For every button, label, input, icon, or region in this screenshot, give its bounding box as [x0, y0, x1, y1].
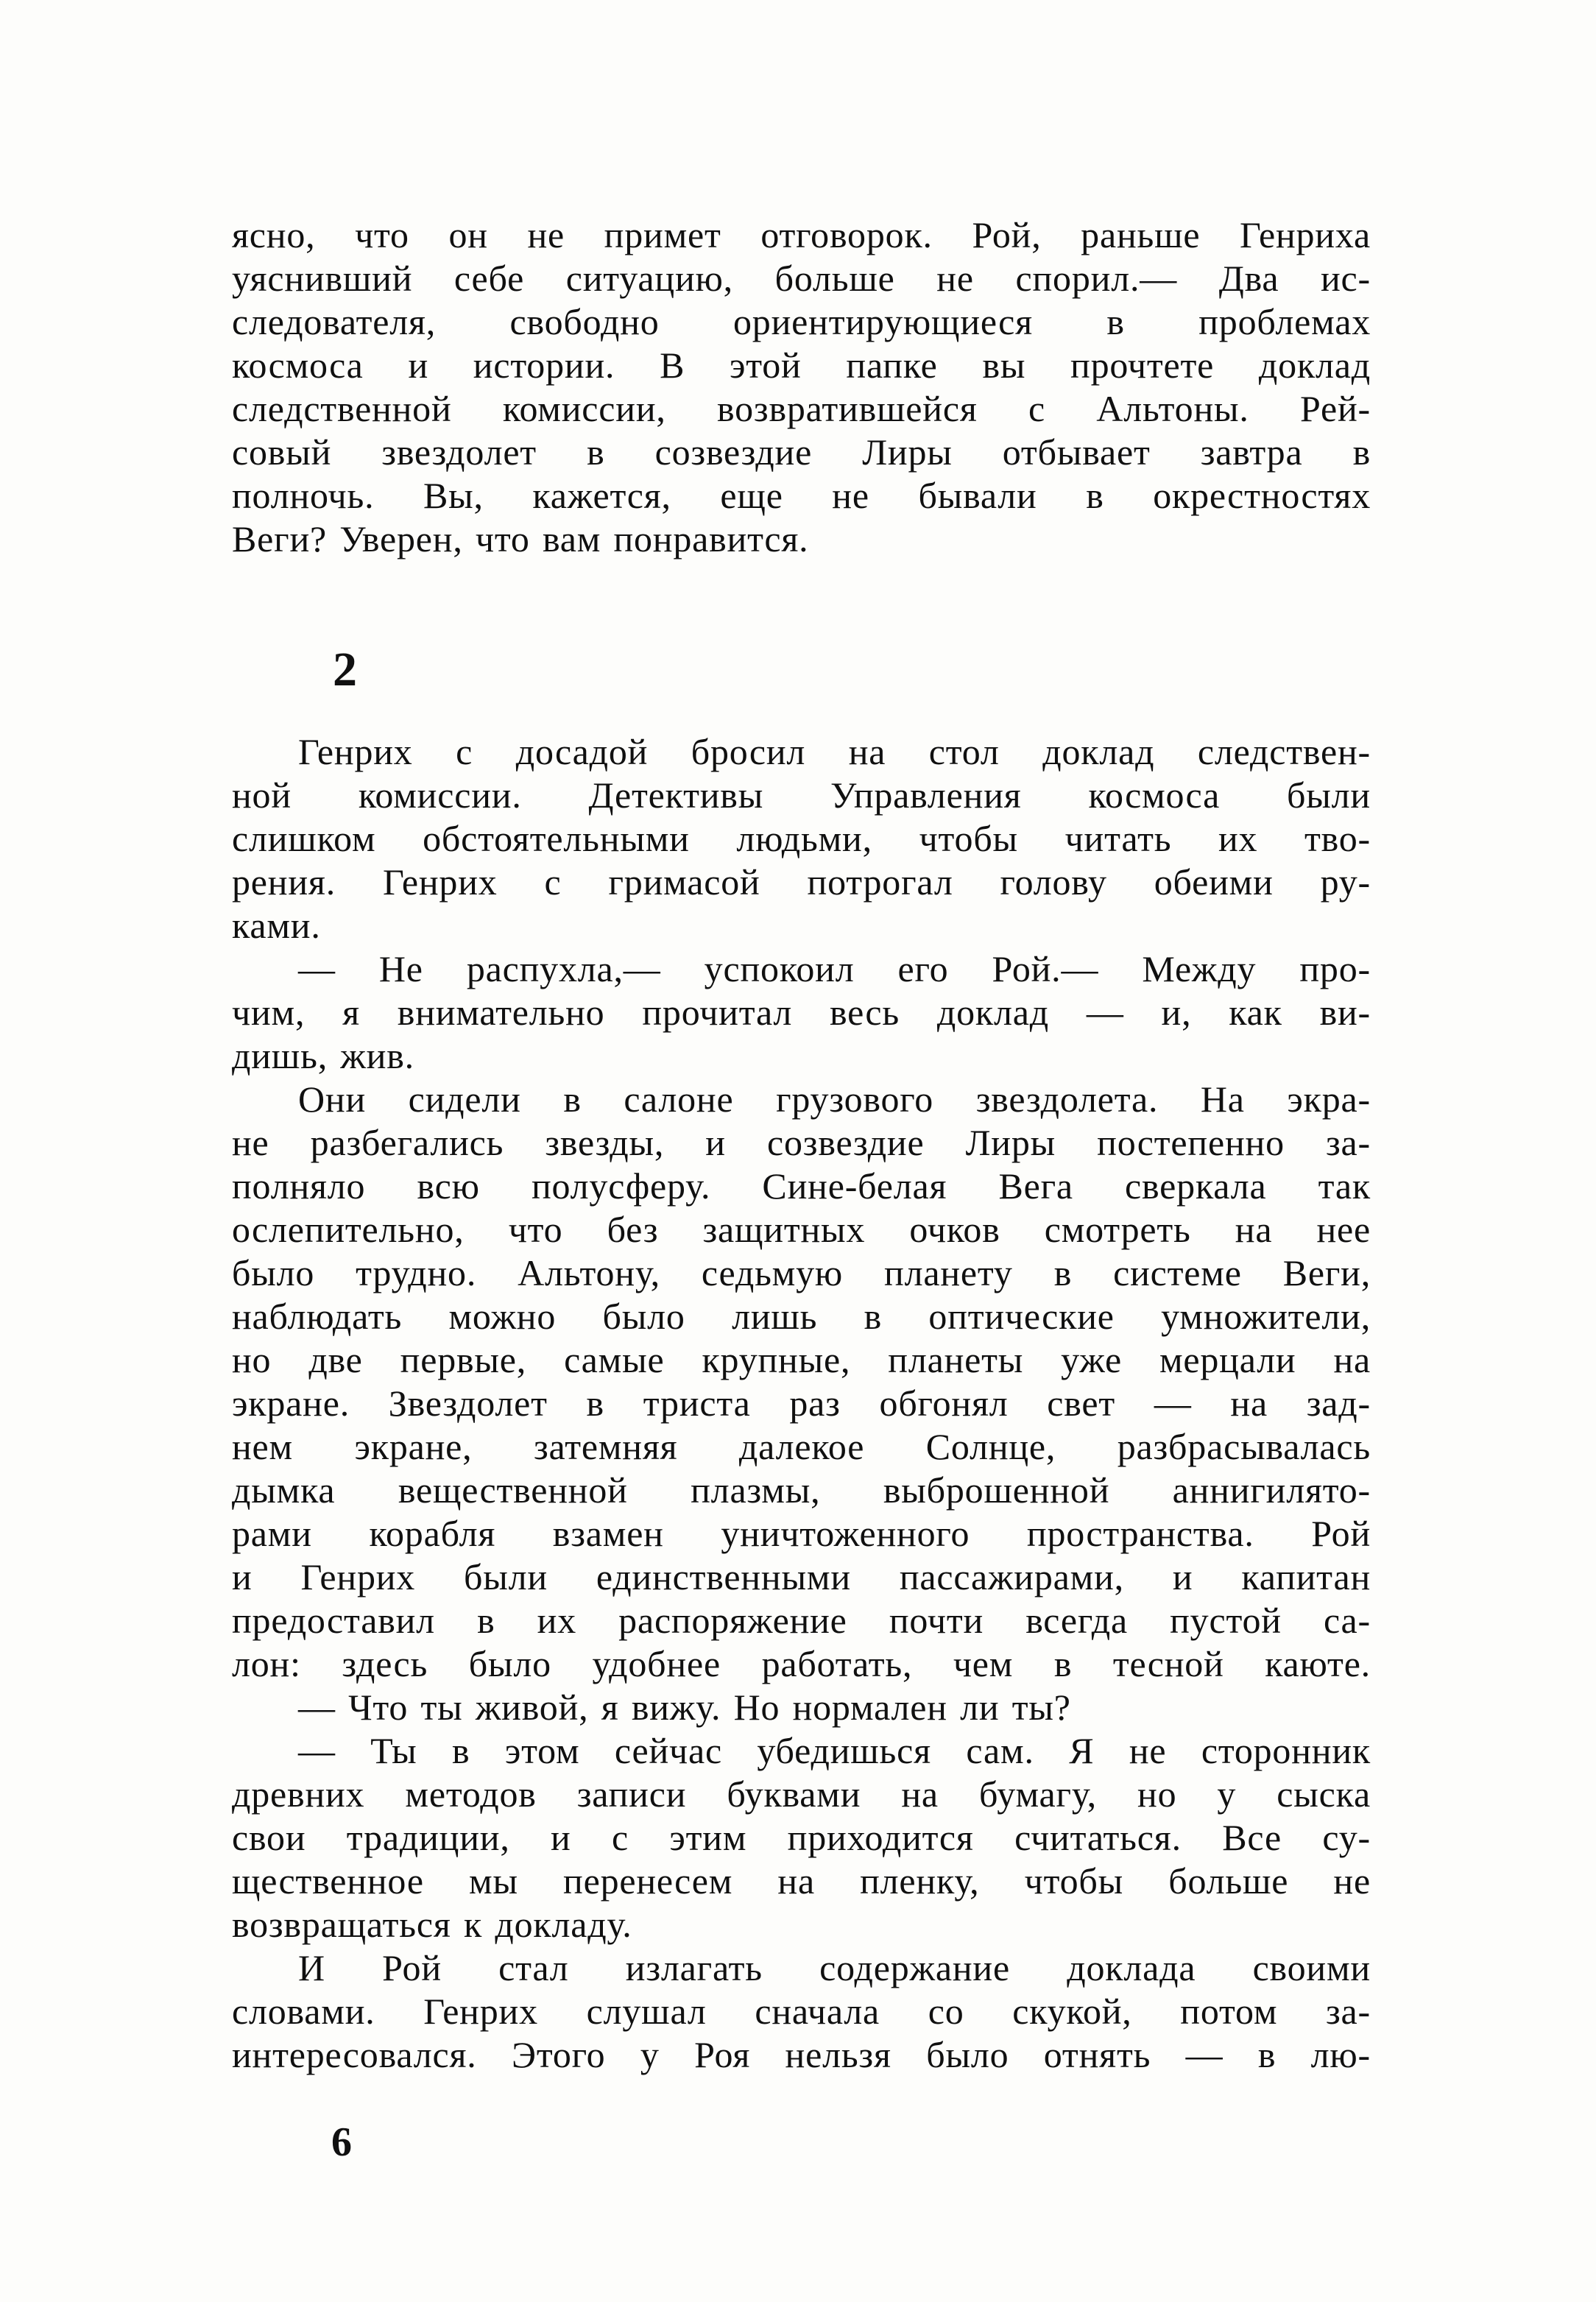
text-column	[232, 213, 1371, 2077]
text-line: полняло всю полусферу. Сине-белая Вега сверкала так	[232, 1165, 1371, 1207]
text-line: нем экране, затемняя далекое Солнце, разбрасывалась	[232, 1426, 1371, 1467]
text-line: ной комиссии. Детективы Управления космоса были	[232, 774, 1371, 816]
text-line: дишь, жив.	[232, 1035, 414, 1076]
text-line: ясно, что он не примет отговорок. Рой, раньше Генриха	[232, 214, 1371, 255]
text-line: космоса и истории. В этой папке вы прочтете доклад	[232, 345, 1371, 386]
text-line: совый звездолет в созвездие Лиры отбывает завтра в	[232, 431, 1371, 473]
text-line: но две первые, самые крупные, планеты уже мерцали на	[232, 1339, 1371, 1380]
page-number: 6	[331, 2119, 352, 2165]
text-line: лон: здесь было удобнее работать, чем в тесной каюте.	[232, 1643, 1371, 1684]
text-line: древних методов записи буквами на бумагу, но у сыска	[232, 1773, 1371, 1815]
text-line: дымка вещественной плазмы, выброшенной аннигилято-	[232, 1469, 1371, 1511]
text-line: интересовался. Этого у Роя нельзя было отнять — в лю-	[232, 2034, 1371, 2075]
section-heading: 2	[333, 643, 357, 696]
text-line: рения. Генрих с гримасой потрогал голову обеими ру-	[232, 861, 1371, 903]
text-line: слишком обстоятельными людьми, чтобы читать их тво-	[232, 818, 1371, 859]
text-line: предоставил в их распоряжение почти всегда пустой са-	[232, 1600, 1371, 1641]
text-line: Они сидели в салоне грузового звездолета. На экра-	[298, 1078, 1371, 1120]
text-line: экране. Звездолет в триста раз обгонял свет — на зад-	[232, 1383, 1371, 1424]
text-line: И Рой стал излагать содержание доклада своими	[298, 1947, 1371, 1988]
text-line: Веги? Уверен, что вам понравится.	[232, 518, 809, 559]
text-line: полночь. Вы, кажется, еще не бывали в окрестностях	[232, 475, 1371, 516]
text-line: ками.	[232, 905, 321, 946]
text-line: ослепительно, что без защитных очков смотреть на нее	[232, 1209, 1371, 1250]
text-line: возвращаться к докладу.	[232, 1904, 632, 1945]
text-line: Генрих с досадой бросил на стол доклад следствен-	[298, 731, 1371, 772]
text-line: — Не распухла,— успокоил его Рой.— Между про-	[298, 948, 1371, 989]
text-line: свои традиции, и с этим приходится считаться. Все су-	[232, 1817, 1371, 1858]
text-line: следственной комиссии, возвратившейся с Альтоны. Рей-	[232, 388, 1371, 429]
text-line: словами. Генрих слушал сначала со скукой, потом за-	[232, 1991, 1371, 2032]
text-line: щественное мы перенесем на пленку, чтобы больше не	[232, 1860, 1371, 1902]
text-line: следователя, свободно ориентирующиеся в проблемах	[232, 301, 1371, 342]
text-line: уяснивший себе ситуацию, больше не спорил.— Два ис-	[232, 258, 1371, 299]
text-line: и Генрих были единственными пассажирами, и капитан	[232, 1556, 1371, 1597]
text-line: наблюдать можно было лишь в оптические умножители,	[232, 1296, 1371, 1337]
text-line: — Ты в этом сейчас убедишься сам. Я не сторонник	[298, 1730, 1371, 1771]
text-line: не разбегались звезды, и созвездие Лиры постепенно за-	[232, 1122, 1371, 1163]
text-line: — Что ты живой, я вижу. Но нормален ли ты?	[298, 1687, 1071, 1728]
text-line: рами корабля взамен уничтоженного пространства. Рой	[232, 1513, 1371, 1554]
text-line: было трудно. Альтону, седьмую планету в системе Веги,	[232, 1252, 1371, 1293]
text-line: чим, я внимательно прочитал весь доклад — и, как ви-	[232, 992, 1371, 1033]
